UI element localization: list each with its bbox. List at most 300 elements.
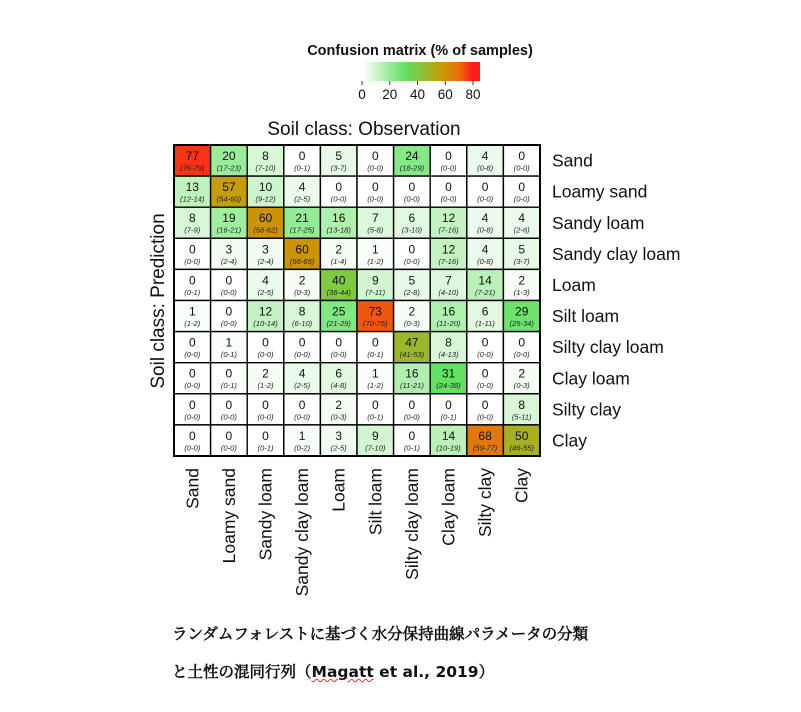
heatmap-cell bbox=[320, 425, 357, 456]
cell-range: (0-1) bbox=[294, 163, 311, 173]
column-label: Loamy sand bbox=[218, 468, 239, 564]
cell-value: 9 bbox=[371, 273, 379, 288]
row-label: Silt loam bbox=[552, 306, 620, 327]
heatmap-cell bbox=[284, 145, 321, 176]
cell-range: (5-8) bbox=[367, 225, 384, 235]
cell-range: (7-9) bbox=[184, 225, 201, 235]
cell-range: (1-11) bbox=[475, 319, 495, 328]
heatmap-cell bbox=[357, 363, 394, 394]
heatmap-cell bbox=[503, 363, 540, 394]
heatmap-cell bbox=[174, 207, 211, 238]
heatmap-cell bbox=[284, 301, 321, 332]
heatmap-cell bbox=[211, 207, 248, 238]
column-label: Sand bbox=[182, 468, 203, 509]
cell-range: (1-2) bbox=[367, 381, 384, 391]
cell-range: (2-4) bbox=[220, 256, 237, 266]
heatmap-cell bbox=[430, 269, 467, 300]
column-label: Clay loam bbox=[438, 468, 459, 546]
cell-value: 7 bbox=[371, 211, 379, 226]
column-label: Loam bbox=[328, 468, 349, 512]
cell-range: (3-7) bbox=[330, 163, 347, 173]
cell-value: 8 bbox=[298, 304, 306, 319]
cell-range: (1-2) bbox=[257, 381, 274, 391]
row-label: Sand bbox=[552, 150, 593, 171]
heatmap-cell bbox=[174, 332, 211, 363]
legend-tick-label: 20 bbox=[382, 87, 398, 102]
heatmap-cell bbox=[284, 332, 321, 363]
cell-value: 0 bbox=[225, 366, 233, 381]
column-label: Clay bbox=[511, 468, 532, 504]
heatmap-cell bbox=[503, 269, 540, 300]
cell-value: 60 bbox=[295, 242, 309, 257]
heatmap-cell bbox=[320, 145, 357, 176]
cell-range: (1-3) bbox=[513, 287, 530, 297]
heatmap-cell bbox=[430, 332, 467, 363]
cell-value: 4 bbox=[481, 211, 489, 226]
caption-line-2-prefix: と土性の混同行列（ bbox=[172, 663, 312, 681]
cell-value: 7 bbox=[445, 273, 452, 288]
cell-value: 21 bbox=[295, 211, 309, 226]
row-labels bbox=[552, 151, 680, 451]
cell-value: 2 bbox=[518, 366, 526, 381]
cell-value: 0 bbox=[225, 397, 233, 412]
cell-value: 50 bbox=[515, 428, 529, 443]
cell-range: (0-8) bbox=[477, 256, 494, 266]
heatmap-cell bbox=[284, 176, 321, 207]
cell-value: 0 bbox=[298, 149, 306, 163]
cell-range: (25-34) bbox=[509, 319, 534, 328]
cell-range: (5-11) bbox=[511, 412, 532, 422]
heatmap-cell bbox=[174, 394, 211, 425]
heatmap-cell bbox=[357, 238, 394, 269]
cell-range: (21-29) bbox=[326, 319, 351, 328]
heatmap-cell bbox=[467, 176, 504, 207]
cell-range: (3-10) bbox=[401, 225, 423, 235]
cell-range: (58-62) bbox=[253, 225, 278, 235]
heatmap-cell bbox=[467, 207, 504, 238]
cell-range: (4-13) bbox=[438, 350, 459, 360]
cell-value: 31 bbox=[441, 366, 456, 381]
column-labels bbox=[182, 468, 531, 597]
heatmap-cell bbox=[320, 363, 357, 394]
cell-range: (0-1) bbox=[440, 412, 457, 422]
cell-value: 0 bbox=[481, 180, 489, 195]
cell-range: (12-14) bbox=[180, 194, 205, 204]
cell-range: (18-29) bbox=[399, 163, 425, 173]
cell-range: (1-2) bbox=[184, 319, 201, 328]
cell-range: (11-21) bbox=[399, 381, 424, 391]
cell-range: (0-8) bbox=[477, 225, 494, 235]
cell-value: 0 bbox=[188, 366, 196, 381]
heatmap-cell bbox=[320, 394, 357, 425]
cell-value: 0 bbox=[445, 180, 452, 195]
cell-value: 20 bbox=[222, 149, 236, 163]
cell-value: 1 bbox=[371, 366, 379, 381]
heatmap-cell bbox=[284, 394, 321, 425]
column-label: Sandy clay loam bbox=[292, 468, 313, 597]
cell-value: 6 bbox=[481, 304, 489, 319]
cell-range: (2-5) bbox=[257, 287, 274, 297]
cell-range: (0-3) bbox=[513, 381, 530, 391]
cell-value: 0 bbox=[225, 273, 233, 288]
heatmap-cell bbox=[357, 269, 394, 300]
cell-value: 2 bbox=[408, 304, 416, 319]
heatmap-cell bbox=[247, 394, 284, 425]
cell-value: 24 bbox=[405, 149, 419, 163]
heatmap-cell bbox=[284, 238, 321, 269]
heatmap-cell bbox=[247, 269, 284, 300]
heatmap-cell bbox=[503, 425, 540, 456]
heatmap-cell bbox=[247, 238, 284, 269]
caption-line-1: ランダムフォレストに基づく水分保持曲線パラメータの分類 bbox=[172, 625, 589, 643]
cell-range: (0-1) bbox=[220, 381, 237, 391]
cell-value: 4 bbox=[481, 149, 489, 163]
cell-value: 0 bbox=[262, 428, 269, 443]
heatmap-cell bbox=[430, 394, 467, 425]
cell-value: 0 bbox=[408, 180, 416, 195]
cell-range: (2-5) bbox=[330, 443, 347, 453]
cell-value: 0 bbox=[188, 242, 196, 257]
cell-range: (11-20) bbox=[436, 319, 461, 328]
cell-value: 5 bbox=[518, 242, 526, 257]
cell-value: 0 bbox=[408, 397, 416, 412]
cell-range: (0-0) bbox=[477, 381, 494, 391]
cell-range: (7-16) bbox=[438, 225, 459, 235]
cell-range: (9-12) bbox=[255, 194, 276, 204]
heatmap-cell bbox=[247, 332, 284, 363]
cell-value: 0 bbox=[371, 149, 379, 163]
cell-range: (0-0) bbox=[403, 412, 420, 422]
heatmap-cell bbox=[467, 269, 504, 300]
cell-value: 0 bbox=[188, 428, 196, 443]
cell-range: (0-0) bbox=[184, 256, 201, 266]
caption-line-2-suffix: et al., 2019） bbox=[373, 663, 495, 681]
cell-value: 3 bbox=[225, 242, 233, 257]
heatmap-cell bbox=[357, 301, 394, 332]
cell-value: 29 bbox=[515, 304, 529, 319]
cell-value: 13 bbox=[185, 180, 199, 195]
heatmap-cell bbox=[503, 176, 540, 207]
cell-range: (36-44) bbox=[326, 287, 351, 297]
cell-range: (0-0) bbox=[184, 412, 201, 422]
cell-value: 16 bbox=[441, 304, 456, 319]
row-label: Sandy clay loam bbox=[552, 243, 681, 264]
heatmap-cell bbox=[174, 425, 211, 456]
cell-value: 16 bbox=[332, 211, 346, 226]
cell-range: (7-10) bbox=[365, 443, 386, 453]
heatmap-cell bbox=[357, 425, 394, 456]
heatmap-cell bbox=[394, 145, 431, 176]
cell-value: 4 bbox=[298, 366, 306, 381]
cell-value: 0 bbox=[481, 335, 489, 350]
cell-value: 2 bbox=[335, 242, 343, 257]
heatmap-cell bbox=[357, 332, 394, 363]
cell-range: (17-23) bbox=[216, 163, 242, 173]
cell-range: (0-0) bbox=[403, 256, 420, 266]
heatmap-cell bbox=[211, 269, 248, 300]
cell-value: 40 bbox=[332, 273, 346, 288]
cell-range: (0-0) bbox=[440, 163, 457, 173]
heatmap-cell bbox=[247, 207, 284, 238]
cell-value: 1 bbox=[298, 428, 306, 443]
cell-value: 4 bbox=[481, 242, 489, 257]
cell-range: (16-21) bbox=[216, 225, 242, 235]
cell-range: (4-8) bbox=[330, 381, 347, 391]
cell-range: (56-65) bbox=[289, 256, 315, 266]
cell-range: (76-79) bbox=[180, 163, 205, 173]
heatmap-cell bbox=[467, 332, 504, 363]
heatmap-cell bbox=[211, 363, 248, 394]
legend-tick-label: 40 bbox=[410, 87, 426, 102]
cell-value: 1 bbox=[188, 304, 196, 319]
cell-range: (0-1) bbox=[403, 443, 420, 453]
cell-range: (0-1) bbox=[184, 287, 201, 297]
cell-value: 12 bbox=[441, 211, 456, 226]
row-label: Loamy sand bbox=[552, 181, 648, 202]
legend-title: Confusion matrix (% of samples) bbox=[307, 43, 533, 59]
cell-range: (10-19) bbox=[436, 443, 461, 453]
cell-range: (2-5) bbox=[294, 381, 311, 391]
column-label: Silty clay bbox=[475, 468, 496, 538]
cell-value: 0 bbox=[335, 335, 343, 350]
cell-value: 0 bbox=[481, 366, 489, 381]
heatmap-cells bbox=[174, 145, 540, 456]
cell-value: 0 bbox=[408, 242, 416, 257]
heatmap-cell bbox=[357, 145, 394, 176]
cell-value: 12 bbox=[258, 304, 273, 319]
heatmap-cell bbox=[467, 425, 504, 456]
legend-tick-label: 80 bbox=[465, 87, 481, 102]
cell-range: (0-0) bbox=[367, 194, 384, 204]
cell-range: (0-0) bbox=[184, 381, 201, 391]
heatmap-cell bbox=[247, 363, 284, 394]
cell-range: (0-3) bbox=[403, 319, 420, 328]
y-axis-title: Soil class: Prediction bbox=[148, 213, 169, 389]
cell-value: 10 bbox=[258, 180, 273, 195]
cell-value: 2 bbox=[518, 273, 526, 288]
heatmap-cell bbox=[357, 394, 394, 425]
cell-range: (0-0) bbox=[294, 350, 311, 360]
heatmap-cell bbox=[503, 238, 540, 269]
cell-value: 0 bbox=[481, 397, 489, 412]
cell-range: (0-0) bbox=[477, 350, 494, 360]
cell-value: 3 bbox=[335, 428, 343, 443]
cell-range: (0-0) bbox=[330, 350, 347, 360]
heatmap-cell bbox=[320, 207, 357, 238]
heatmap-cell bbox=[284, 269, 321, 300]
legend-tick-label: 0 bbox=[358, 87, 366, 102]
heatmap-cell bbox=[430, 207, 467, 238]
cell-value: 77 bbox=[185, 149, 199, 163]
cell-range: (70-75) bbox=[363, 319, 388, 328]
cell-range: (41-53) bbox=[399, 350, 425, 360]
heatmap-cell bbox=[503, 394, 540, 425]
cell-range: (2-4) bbox=[257, 256, 274, 266]
cell-range: (24-38) bbox=[436, 381, 461, 391]
caption-author: Magatt bbox=[311, 663, 374, 681]
cell-value: 14 bbox=[441, 428, 456, 443]
legend-tick-label: 60 bbox=[437, 87, 453, 102]
heatmap-cell bbox=[467, 238, 504, 269]
cell-value: 5 bbox=[408, 273, 416, 288]
heatmap-cell bbox=[320, 332, 357, 363]
heatmap-cell bbox=[430, 145, 467, 176]
heatmap-cell bbox=[320, 301, 357, 332]
cell-range: (0-0) bbox=[513, 194, 530, 204]
cell-value: 1 bbox=[225, 335, 233, 350]
heatmap-cell bbox=[357, 207, 394, 238]
cell-value: 4 bbox=[298, 180, 306, 195]
heatmap-cell bbox=[430, 238, 467, 269]
cell-range: (0-8) bbox=[477, 163, 494, 173]
heatmap-cell bbox=[430, 301, 467, 332]
cell-value: 0 bbox=[262, 335, 269, 350]
cell-value: 0 bbox=[298, 397, 306, 412]
cell-range: (0-3) bbox=[330, 412, 347, 422]
cell-range: (0-0) bbox=[220, 319, 237, 328]
cell-value: 2 bbox=[298, 273, 306, 288]
cell-range: (7-11) bbox=[365, 287, 386, 297]
heatmap-cell bbox=[394, 394, 431, 425]
heatmap-cell bbox=[467, 301, 504, 332]
heatmap-cell bbox=[394, 176, 431, 207]
cell-value: 6 bbox=[335, 366, 343, 381]
cell-value: 0 bbox=[371, 397, 379, 412]
heatmap-cell bbox=[394, 301, 431, 332]
legend-color-bar bbox=[362, 62, 480, 81]
cell-value: 0 bbox=[371, 335, 379, 350]
cell-range: (0-0) bbox=[220, 443, 237, 453]
cell-value: 0 bbox=[298, 335, 306, 350]
row-label: Clay bbox=[552, 430, 588, 451]
cell-value: 47 bbox=[405, 335, 419, 350]
cell-value: 0 bbox=[518, 335, 526, 350]
heatmap-cell bbox=[394, 238, 431, 269]
cell-value: 0 bbox=[225, 428, 233, 443]
row-label: Clay loam bbox=[552, 368, 630, 389]
cell-range: (3-7) bbox=[513, 256, 530, 266]
cell-value: 8 bbox=[188, 211, 196, 226]
cell-value: 57 bbox=[222, 180, 236, 195]
cell-range: (0-0) bbox=[220, 412, 237, 422]
cell-value: 5 bbox=[335, 149, 343, 163]
cell-value: 9 bbox=[371, 428, 379, 443]
cell-value: 0 bbox=[371, 180, 379, 195]
heatmap-cell bbox=[357, 176, 394, 207]
heatmap-cell bbox=[284, 207, 321, 238]
heatmap-cell bbox=[247, 176, 284, 207]
cell-range: (0-0) bbox=[440, 194, 457, 204]
cell-range: (0-0) bbox=[513, 350, 530, 360]
cell-value: 3 bbox=[262, 242, 269, 257]
column-label: Silt loam bbox=[365, 468, 386, 536]
heatmap-cell bbox=[430, 363, 467, 394]
cell-range: (2-6) bbox=[513, 225, 530, 235]
cell-value: 0 bbox=[188, 397, 196, 412]
cell-range: (7-10) bbox=[255, 163, 276, 173]
color-legend bbox=[307, 43, 533, 102]
x-axis-title: Soil class: Observation bbox=[267, 119, 461, 140]
cell-range: (59-77) bbox=[472, 443, 498, 453]
cell-value: 14 bbox=[478, 273, 492, 288]
cell-range: (0-2) bbox=[294, 443, 311, 453]
cell-value: 68 bbox=[478, 428, 492, 443]
cell-range: (7-16) bbox=[438, 256, 459, 266]
heatmap-cell bbox=[211, 301, 248, 332]
cell-range: (0-0) bbox=[220, 287, 237, 297]
cell-value: 0 bbox=[408, 428, 416, 443]
heatmap-cell bbox=[211, 394, 248, 425]
heatmap-cell bbox=[320, 176, 357, 207]
cell-value: 0 bbox=[262, 397, 269, 412]
cell-value: 73 bbox=[368, 304, 382, 319]
cell-value: 6 bbox=[408, 211, 416, 226]
heatmap-cell bbox=[174, 301, 211, 332]
cell-range: (0-1) bbox=[367, 412, 384, 422]
cell-range: (54-60) bbox=[216, 194, 242, 204]
cell-range: (0-1) bbox=[257, 443, 274, 453]
heatmap-cell bbox=[503, 301, 540, 332]
row-label: Sandy loam bbox=[552, 212, 645, 233]
cell-range: (0-0) bbox=[477, 194, 494, 204]
row-label: Silty clay loam bbox=[552, 337, 664, 358]
cell-value: 0 bbox=[225, 304, 233, 319]
heatmap-cell bbox=[503, 207, 540, 238]
column-label: Silty clay loam bbox=[401, 468, 422, 580]
cell-value: 2 bbox=[335, 397, 343, 412]
heatmap-cell bbox=[467, 394, 504, 425]
cell-value: 0 bbox=[518, 180, 526, 195]
heatmap-cell bbox=[394, 269, 431, 300]
cell-value: 0 bbox=[335, 180, 343, 195]
cell-range: (7-21) bbox=[474, 287, 496, 297]
heatmap-cell bbox=[211, 238, 248, 269]
heatmap-cell bbox=[467, 363, 504, 394]
cell-range: (0-0) bbox=[367, 163, 384, 173]
cell-value: 0 bbox=[445, 149, 452, 163]
cell-range: (0-1) bbox=[367, 350, 384, 360]
heatmap-cell bbox=[284, 363, 321, 394]
heatmap-cell bbox=[320, 269, 357, 300]
cell-range: (0-0) bbox=[294, 412, 311, 422]
cell-value: 0 bbox=[518, 149, 526, 163]
cell-range: (46-55) bbox=[509, 443, 534, 453]
cell-range: (4-10) bbox=[438, 287, 459, 297]
cell-range: (0-0) bbox=[257, 350, 274, 360]
cell-range: (0-1) bbox=[220, 350, 237, 360]
cell-range: (2-8) bbox=[403, 287, 420, 297]
cell-range: (0-0) bbox=[513, 163, 530, 173]
caption-line-2 bbox=[172, 660, 494, 682]
heatmap-cell bbox=[430, 176, 467, 207]
row-label: Silty clay bbox=[552, 399, 622, 420]
cell-range: (1-2) bbox=[367, 256, 384, 266]
heatmap-cell bbox=[174, 176, 211, 207]
cell-value: 8 bbox=[445, 335, 452, 350]
cell-value: 0 bbox=[188, 273, 196, 288]
cell-range: (0-0) bbox=[477, 412, 494, 422]
legend-ticks bbox=[358, 81, 480, 102]
cell-range: (0-3) bbox=[294, 287, 311, 297]
heatmap-cell bbox=[247, 301, 284, 332]
cell-range: (6-10) bbox=[291, 319, 313, 328]
cell-range: (0-0) bbox=[330, 194, 347, 204]
heatmap-cell bbox=[320, 238, 357, 269]
heatmap-cell bbox=[394, 363, 431, 394]
cell-value: 16 bbox=[405, 366, 419, 381]
heatmap-cell bbox=[211, 145, 248, 176]
cell-value: 2 bbox=[262, 366, 269, 381]
